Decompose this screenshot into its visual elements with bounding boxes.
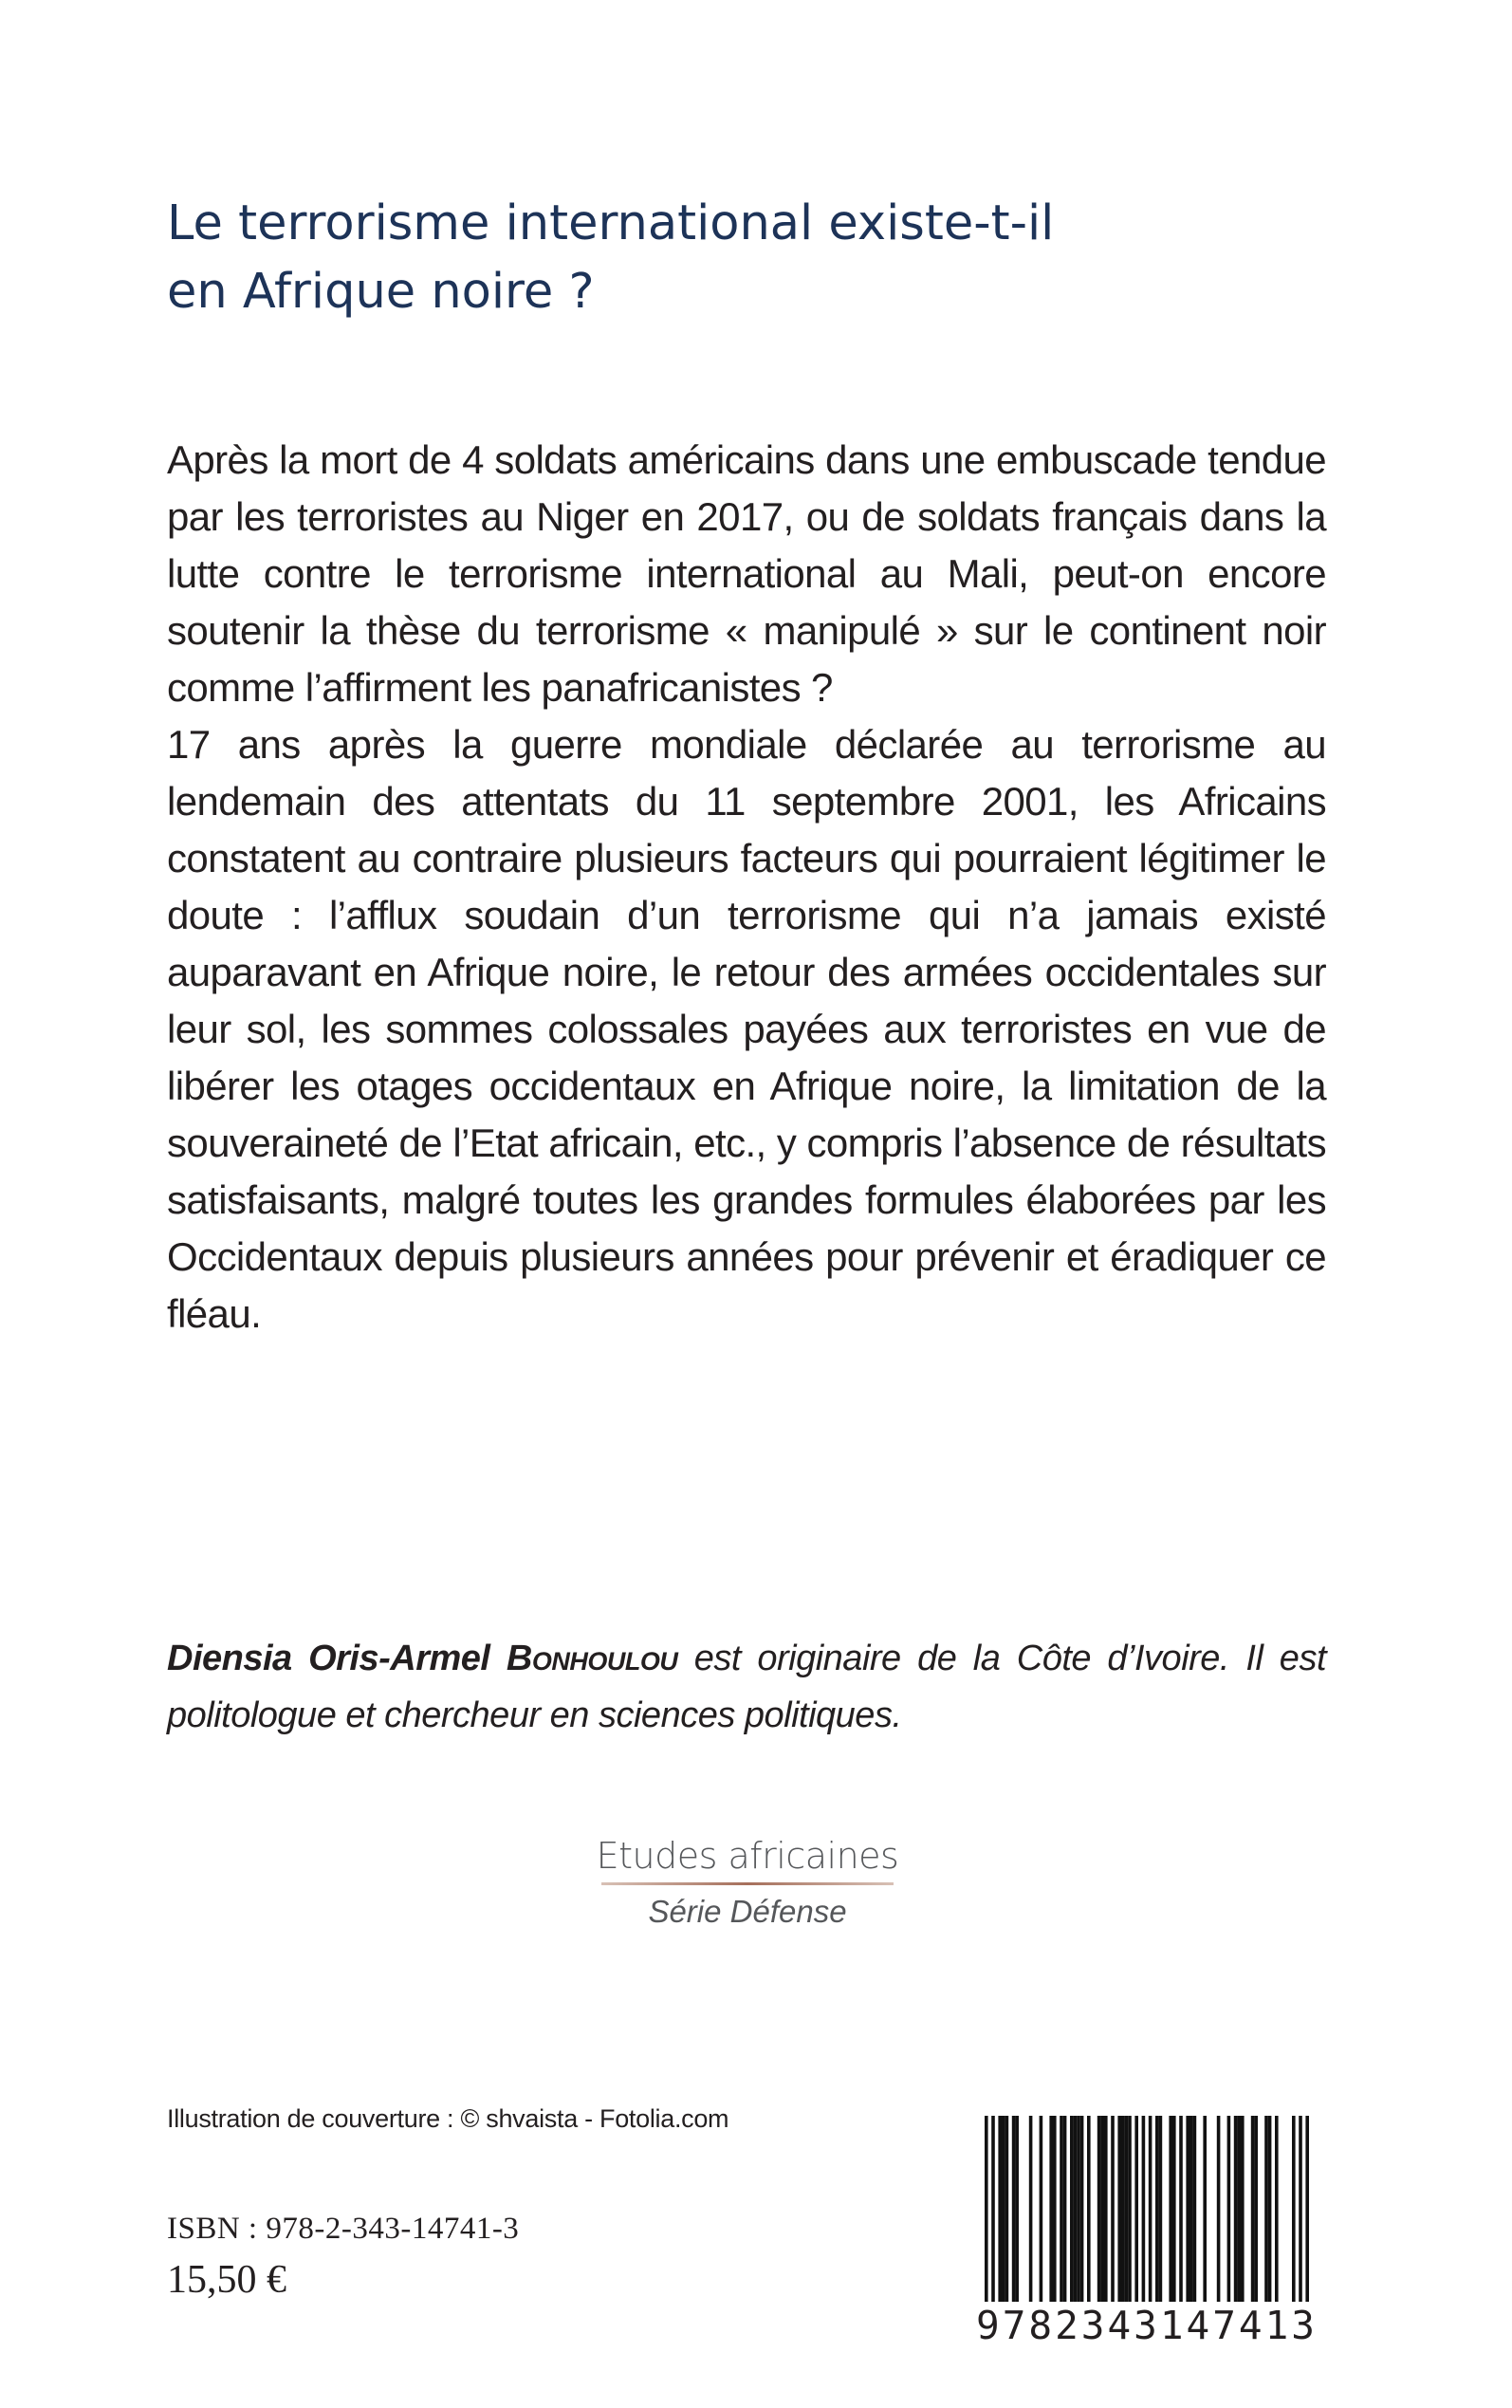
barcode-bar [1063, 2116, 1067, 2302]
barcode-bar [1179, 2116, 1183, 2302]
barcode-bar [1104, 2116, 1108, 2302]
barcode-bar [1060, 2116, 1063, 2302]
barcode-bar [1305, 2116, 1309, 2317]
series-subseries: Série Défense [648, 1894, 847, 1929]
barcode-bar [1169, 2116, 1172, 2302]
barcode-bar [1012, 2116, 1016, 2302]
barcode-bar [1292, 2116, 1296, 2302]
cover-credit: Illustration de couverture : © shvaista - Fotolia.com [167, 2104, 729, 2133]
barcode-bar [1002, 2116, 1005, 2302]
barcode-bar [991, 2116, 995, 2317]
barcode-bar [1100, 2116, 1104, 2302]
barcode-bar [1087, 2116, 1091, 2302]
author-name [167, 1639, 677, 1678]
book-title-line-2: en Afrique noire ? [167, 264, 595, 321]
author-last-name: Bonhoulou [506, 1639, 678, 1678]
barcode [974, 2116, 1319, 2353]
barcode-bar [1268, 2116, 1272, 2302]
barcode-bar [1070, 2116, 1074, 2302]
barcode-bar [1121, 2116, 1125, 2302]
barcode-bar [1053, 2116, 1057, 2302]
barcode-bar [1015, 2116, 1019, 2302]
barcode-bar [1134, 2116, 1138, 2302]
barcode-bar [1077, 2116, 1080, 2302]
barcode-bar [1227, 2116, 1231, 2302]
author-bio [167, 1630, 1326, 1744]
barcode-bar [1149, 2116, 1152, 2317]
barcode-bar [1251, 2116, 1255, 2302]
author-bio-text: est originaire de la Côte d’Ivoire. Il est politologue et chercheur en sciences politiques. [167, 1639, 1326, 1735]
barcode-bar [1241, 2116, 1245, 2302]
author-first-name: Diensia Oris-Armel [167, 1639, 490, 1678]
book-title-line-1: Le terrorisme international existe-t-il [167, 195, 1055, 252]
barcode-bar [1029, 2116, 1033, 2302]
series-logo [596, 1831, 899, 1933]
barcode-bar [1159, 2116, 1163, 2302]
barcode-bar [1111, 2116, 1115, 2302]
book-summary [167, 432, 1326, 1343]
barcode-bar [1125, 2116, 1129, 2302]
barcode-bar [1049, 2116, 1053, 2302]
barcode-bar [1186, 2116, 1189, 2302]
barcode-bar [1237, 2116, 1241, 2302]
barcode-bar [998, 2116, 1002, 2302]
barcode-bar [1264, 2116, 1268, 2302]
isbn: ISBN : 978-2-343-14741-3 [167, 2212, 520, 2246]
barcode-bar [1299, 2116, 1302, 2317]
barcode-bar [1117, 2116, 1121, 2302]
summary-paragraph-2: 17 ans après la guerre mondiale déclarée au terrorisme au lendemain des attentats du 11 septembre 2001, les Africains constatent au contraire plusieurs facteurs qui pourraient légitimer le doute : l’afflux soudain d’un terrorisme qui n’a jamais existé auparavant en Afrique noire, le retour des armées occidentales sur leur sol, les sommes colossales payées aux terroristes en vue de libérer les otages occidentaux en Afrique noire, la limitation de la souveraineté de l’Etat africain, etc., y compris l’absence de résultats satisfaisants, malgré toutes les grandes formules élaborées par les Occidentaux depuis plusieurs années pour prévenir et éradiquer ce fléau. [167, 722, 1326, 1336]
barcode-bar [1155, 2116, 1159, 2302]
summary-paragraph-1: Après la mort de 4 soldats américains dans une embuscade tendue par les terroristes au Niger en 2017, ou de soldats français dans la lutte contre le terrorisme international au Mali, peut-on encore soutenir la thèse du terrorisme « manipulé » sur le continent noir comme l’affirment les panafricanistes ? [167, 437, 1326, 710]
barcode-bar [1254, 2116, 1258, 2302]
barcode-digits: 9782343147413 [974, 2302, 1319, 2349]
barcode-bar [1005, 2116, 1009, 2302]
barcode-bar [1203, 2116, 1207, 2302]
barcode-bar [1128, 2116, 1132, 2302]
barcode-bar [1142, 2116, 1146, 2317]
barcode-bar [1234, 2116, 1238, 2302]
barcode-bar [1172, 2116, 1176, 2302]
barcode-bar [1193, 2116, 1197, 2302]
barcode-bar [1217, 2116, 1221, 2302]
series-name: Etudes africaines [596, 1835, 899, 1877]
series-divider [601, 1882, 894, 1885]
book-title [167, 190, 1343, 326]
barcode-bar [985, 2116, 988, 2317]
barcode-bar [1189, 2116, 1193, 2302]
price: 15,50 € [167, 2258, 286, 2302]
barcode-bar [1040, 2116, 1043, 2302]
barcode-bar [1097, 2116, 1101, 2302]
barcode-bar [1275, 2116, 1279, 2302]
barcode-bar [1080, 2116, 1084, 2302]
barcode-bar [1074, 2116, 1078, 2302]
